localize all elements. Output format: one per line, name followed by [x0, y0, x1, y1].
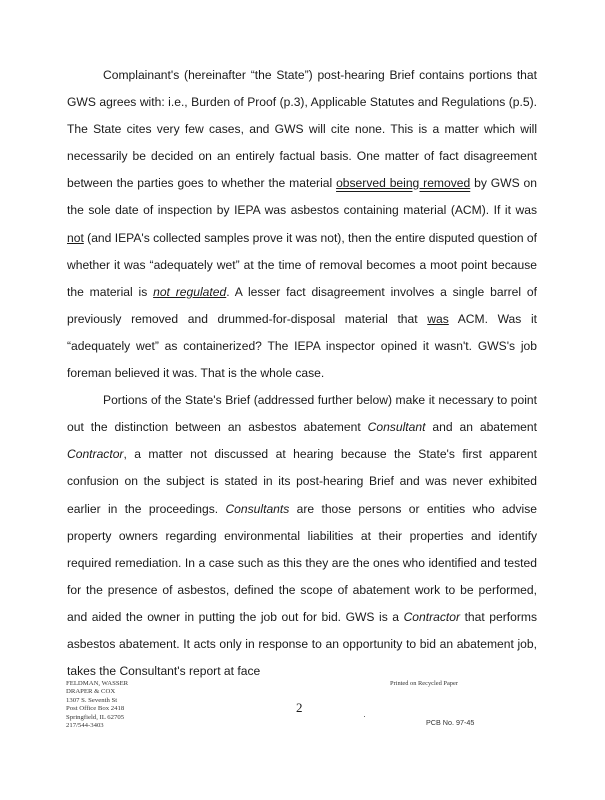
firm-line: 1307 S. Seventh St	[66, 696, 118, 704]
paragraph-1	[67, 62, 537, 387]
p2-italic-consultant: Consultant	[367, 420, 426, 435]
p1-text-5: ACM. Was it “adequately wet” as containerized? The IEPA inspector opined it wasn't. GWS's job foreman believed it was. That is the whole case.	[67, 311, 537, 381]
p1-text-2: by GWS on the sole date of inspection by IEPA was asbestos containing material (ACM). If it was	[67, 176, 537, 218]
recycled-paper-note: Printed on Recycled Paper	[390, 680, 458, 687]
p2-text-1: Portions of the State's Brief (addressed further below) make it necessary to point out the distinction between an asbestos abatement	[67, 393, 537, 435]
p1-text-4: . A lesser fact disagreement involves a single barrel of previously removed and drummed-for-disposal material that	[67, 284, 537, 326]
docket-number: PCB No. 97-45	[426, 718, 475, 727]
firm-line: Springfield, IL 62705	[66, 713, 125, 721]
firm-line: FELDMAN, WASSER	[66, 680, 129, 687]
p2-italic-consultants: Consultants	[225, 501, 290, 516]
p2-text-5: that performs asbestos abatement. It acts only in response to an opportunity to bid an abatement job, takes the Consultant's report at face	[67, 609, 538, 679]
p2-text-4: are those persons or entities who advise property owners regarding environmental liabilities at their properties and identify required remediation. In a case such as this they are the ones who identified and tested for the presence of asbestos, defined the scope of abatement work to be performed, and aided the owner in putting the job out for bid. GWS is a	[67, 501, 537, 624]
page-number: 2	[296, 700, 303, 715]
firm-line: Post Office Box 2418	[66, 705, 125, 713]
scan-speck	[364, 716, 365, 717]
p2-text-3: , a matter not discussed at hearing because the State's first apparent confusion on the subject is stated in its post-hearing Brief and was never exhibited earlier in the proceedings.	[67, 447, 537, 516]
firm-line: DRAPER & COX	[66, 688, 116, 696]
brief-body	[67, 62, 537, 685]
law-firm-address-block	[66, 680, 213, 730]
p1-underline-was: was	[427, 311, 449, 326]
p2-text-2: and an abatement	[425, 420, 537, 435]
p1-underline-observed-being-removed: observed being removed	[336, 176, 471, 191]
p1-underline-not-regulated: not regulated	[153, 284, 227, 299]
p1-text-1: Complainant's (hereinafter “the State”) post-hearing Brief contains portions that GWS agrees with: i.e., Burden of Proof (p.3), Applicable Statutes and Regulations (p.5). The State cites very few cases, and GWS will cite none. This is a matter which will necessarily be decided on an entirely factual basis. One matter of fact disagreement between the parties goes to whether the material	[67, 68, 537, 191]
p2-italic-contractor-2: Contractor	[403, 609, 461, 624]
p2-italic-contractor: Contractor	[67, 447, 124, 462]
p1-underline-not: not	[67, 230, 84, 245]
paragraph-2	[67, 387, 537, 685]
p1-text-3: (and IEPA's collected samples prove it was not), then the entire disputed question of whether it was “adequately wet” at the time of removal becomes a moot point because the material is	[67, 230, 537, 299]
firm-line: 217/544-3403	[66, 722, 104, 730]
